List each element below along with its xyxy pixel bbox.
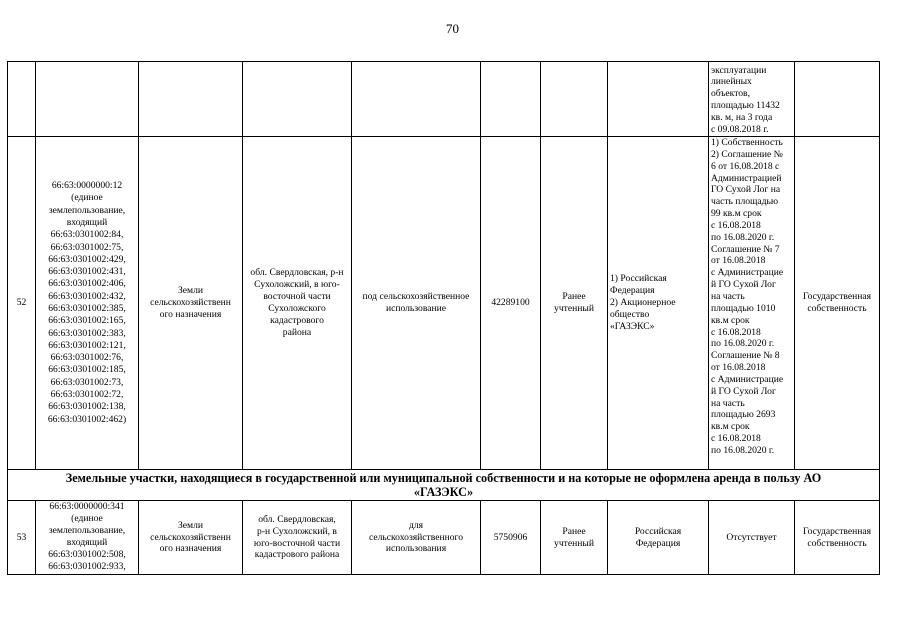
text-line: часть площадью — [711, 196, 779, 208]
cell-ownership — [795, 62, 880, 137]
text-line: 66:63:0000000:341 — [49, 501, 125, 512]
cadastral-number — [36, 501, 139, 575]
text-line: линейных — [711, 76, 752, 88]
text-line: собственность — [807, 303, 867, 314]
text-line: кв.м срок — [711, 314, 750, 326]
text-line: 66:63:0301002:429, — [48, 253, 126, 265]
text-line: обл. Свердловская, р-н — [250, 267, 344, 279]
text-line: (единое — [71, 192, 103, 204]
text-line: с 09.08.2018 г. — [711, 124, 769, 136]
text-line: использование — [385, 303, 447, 314]
area-value: 5750906 — [481, 501, 541, 575]
text-line: 66:63:0301002:121, — [48, 339, 126, 351]
text-line: 66:63:0301002:432, — [48, 290, 126, 302]
text-line: общество — [610, 308, 650, 320]
section-heading-row — [8, 470, 880, 501]
text-line: на часть — [711, 397, 745, 409]
record-status — [541, 501, 608, 575]
text-line: от 16.08.2018 — [711, 362, 766, 374]
text-line: Федерация — [610, 285, 655, 297]
text-line: землепользование, — [48, 204, 126, 216]
text-line: для — [408, 519, 424, 531]
text-line: учтенный — [554, 537, 594, 549]
text-line: Российская — [634, 525, 682, 537]
cell-address — [243, 62, 352, 137]
text-line: Земли — [177, 519, 204, 531]
text-line: площадью 1010 — [711, 302, 776, 314]
table-row-52 — [8, 137, 880, 470]
text-line: учтенный — [554, 303, 594, 314]
text-line: 99 кв.м срок — [711, 208, 762, 220]
text-line: входящий — [66, 537, 108, 548]
text-line: «ГАЗЭКС» — [610, 320, 655, 332]
text-line: юго-восточной части — [253, 537, 341, 549]
text-line: 66:63:0301002:385, — [48, 303, 126, 314]
text-line: 66:63:0301002:138, — [48, 401, 126, 413]
cell-use — [352, 62, 481, 137]
text-line: 66:63:0301002:185, — [48, 364, 126, 376]
area-value: 42289100 — [481, 137, 541, 470]
location-address — [243, 501, 352, 575]
text-line: восточной части — [263, 291, 331, 303]
encumbrances — [709, 137, 795, 470]
cell-status — [541, 62, 608, 137]
text-line: сельскохозяйственного — [368, 531, 464, 543]
text-line: с 16.08.2018 — [711, 433, 761, 445]
cadastral-number — [36, 137, 139, 470]
cell-num — [8, 62, 36, 137]
text-line: Соглашение № 7 — [711, 243, 780, 255]
text-line: 66:63:0301002:406, — [48, 278, 126, 290]
text-line: кадастрового — [270, 314, 324, 326]
text-line: с 16.08.2018 — [711, 326, 761, 338]
table-row-53 — [8, 501, 880, 575]
text-line: сельскохозяйственн — [150, 297, 231, 309]
text-line: 66:63:0301002:933, — [48, 561, 126, 572]
land-category — [139, 501, 243, 575]
text-line: Государственная — [802, 525, 872, 537]
right-holders — [608, 137, 709, 470]
text-line: й ГО Сухой Лог — [711, 279, 776, 291]
text-line: Федерация — [635, 537, 681, 549]
cell-category — [139, 62, 243, 137]
text-line: по 16.08.2020 г. — [711, 444, 775, 456]
text-line: 66:63:0301002:76, — [50, 352, 124, 364]
right-holders — [608, 501, 709, 575]
text-line: использования — [385, 543, 447, 555]
text-line: 66:63:0000000:12 — [51, 180, 123, 192]
text-line: Соглашение № 8 — [711, 350, 780, 362]
land-category — [139, 137, 243, 470]
text-line: ГО Сухой Лог на — [711, 184, 781, 196]
text-line: 66:63:0301002:165, — [48, 315, 126, 327]
text-line: Ранее — [562, 291, 586, 303]
text-line: Администрацией — [711, 172, 782, 184]
row-number: 52 — [8, 137, 36, 470]
text-line: кв.м срок — [711, 421, 750, 433]
page-number: 70 — [446, 21, 459, 36]
text-line: 1) Российская — [610, 273, 667, 285]
text-line: площадью 11432 — [711, 100, 780, 112]
text-line: сельскохозяйственн — [150, 531, 231, 543]
text-line: й ГО Сухой Лог — [711, 385, 776, 397]
text-line: ого назначения — [159, 543, 222, 555]
permitted-use — [352, 137, 481, 470]
text-line: 66:63:0301002:84, — [50, 229, 124, 241]
text-line: под сельскохозяйственное — [362, 291, 470, 303]
continued-row — [8, 62, 880, 137]
text-line: с Администрацие — [711, 267, 784, 279]
text-line: Государственная — [802, 291, 872, 303]
text-line: Земельные участки, находящиеся в государственной или муниципальной собственности и на которые не оформлена аренда в пользу АО — [65, 471, 822, 485]
encumbrances: Отсутствует — [709, 501, 795, 575]
text-line: 2) Акционерное — [610, 297, 676, 309]
text-line: входящий — [66, 216, 108, 228]
text-line: Сухоложский, в юго- — [254, 279, 340, 291]
text-line: с 16.08.2018 — [711, 219, 761, 231]
text-line: по 16.08.2020 г. — [711, 231, 775, 243]
land-plots-table — [7, 61, 880, 575]
record-status — [541, 137, 608, 470]
section-heading — [8, 470, 880, 501]
text-line: 66:63:0301002:383, — [48, 327, 126, 339]
text-line: кадастрового района — [254, 549, 340, 561]
text-line: 66:63:0301002:72, — [50, 389, 124, 401]
text-line: по 16.08.2020 г. — [711, 338, 775, 350]
location-address — [243, 137, 352, 470]
cell-encumbrance — [709, 62, 795, 137]
text-line: 66:63:0301002:462) — [47, 413, 127, 425]
text-line: кв. м, на 3 года — [711, 112, 773, 124]
text-line: Сухоложского — [268, 303, 326, 314]
text-line: собственность — [807, 537, 867, 549]
permitted-use — [352, 501, 481, 575]
text-line: 66:63:0301002:431, — [48, 266, 126, 278]
cell-cadastre — [36, 62, 139, 137]
cell-area — [481, 62, 541, 137]
text-line: эксплуатации — [711, 64, 767, 76]
text-line: 66:63:0301002:75, — [50, 241, 124, 253]
text-line: р-н Сухоложский, в — [257, 525, 337, 537]
ownership-type — [795, 501, 880, 575]
text-line: площадью 2693 — [711, 409, 776, 421]
text-line: 2) Соглашение № — [711, 148, 783, 160]
text-line: «ГАЗЭКС» — [413, 485, 474, 499]
text-line: Ранее — [562, 525, 586, 537]
text-line: с Администрацие — [711, 373, 784, 385]
text-line: 6 от 16.08.2018 с — [711, 160, 780, 172]
text-line: (единое — [71, 513, 103, 524]
text-line: объектов, — [711, 88, 750, 100]
text-line: Земли — [177, 285, 204, 297]
text-line: 66:63:0301002:508, — [48, 549, 126, 560]
cell-rights — [608, 62, 709, 137]
text-line: ого назначения — [159, 308, 222, 320]
text-line: 1) Собственность — [711, 137, 783, 148]
text-line: 66:63:0301002:73, — [50, 376, 124, 388]
row-number: 53 — [8, 501, 36, 575]
text-line: обл. Свердловская, — [258, 513, 336, 525]
text-line: землепользование, — [48, 525, 126, 536]
text-line: от 16.08.2018 — [711, 255, 766, 267]
text-line: на часть — [711, 290, 745, 302]
ownership-type — [795, 137, 880, 470]
text-line: района — [282, 326, 312, 338]
